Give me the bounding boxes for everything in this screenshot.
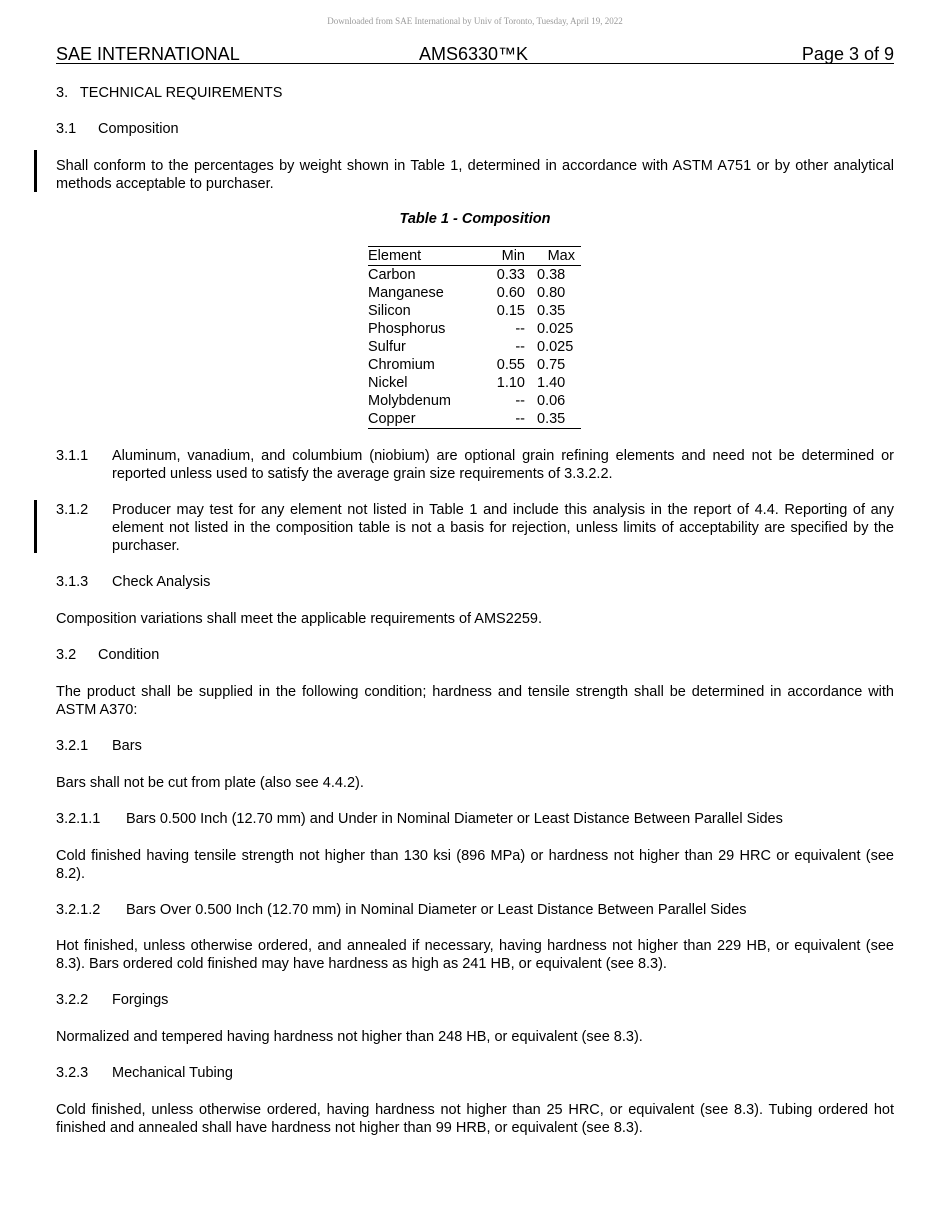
col-header-min: Min [501,248,525,264]
cell-min: 1.10 [496,375,525,391]
table-row [368,302,581,320]
cell-max: 0.35 [537,303,566,319]
table-row [368,410,581,429]
cell-element: Phosphorus [368,321,446,337]
cell-max: 0.06 [537,393,566,409]
section-3-2-2-body: Normalized and tempered having hardness not higher than 248 HB, or equivalent (see 8.3). [56,1029,643,1045]
table-row [368,374,581,392]
table-row [368,266,581,285]
section-3-2-1-1-number: 3.2.1.1 [56,811,101,827]
section-3-2-1-2-title: Bars Over 0.500 Inch (12.70 mm) in Nominal Diameter or Least Distance Between Parallel Sides [126,902,747,918]
section-3-1-3-body: Composition variations shall meet the applicable requirements of AMS2259. [56,611,543,627]
section-3-2-title: Condition [98,647,160,663]
section-3-1-1-number: 3.1.1 [56,448,89,464]
cell-max: 0.38 [537,267,566,283]
table-row [368,356,581,374]
cell-max: 0.025 [537,339,574,355]
cell-min: -- [515,321,525,337]
table-row [368,338,581,356]
cell-element: Manganese [368,285,444,301]
revision-bar [34,500,37,553]
cell-min: 0.33 [496,267,525,283]
cell-element: Sulfur [368,339,406,355]
section-3-1-body: Shall conform to the percentages by weight shown in Table 1, determined in accordance with ASTM A751 or by other analytical methods acceptable to purchaser. [56,158,894,192]
section-3-1-1-body: Aluminum, vanadium, and columbium (niobium) are optional grain refining elements and need not be determined or reported unless used to satisfy the average grain size requirements of 3.3.2.2. [112,448,894,482]
col-header-max: Max [547,248,575,264]
section-3-2-1-title: Bars [112,738,142,754]
cell-max: 0.75 [537,357,566,373]
section-3-1-3-number: 3.1.3 [56,574,89,590]
section-3-2-1-2-body: Hot finished, unless otherwise ordered, and annealed if necessary, having hardness not higher than 229 HB, or equivalent (see 8.3). Bars ordered cold finished may have hardness as high as 241 HB, or equivalent (see 8.3). [56,938,894,972]
section-3-heading: 3. TECHNICAL REQUIREMENTS [56,85,283,101]
section-3-1-title: Composition [98,121,179,137]
cell-min: -- [515,393,525,409]
table-1-title: Table 1 - Composition [399,211,551,227]
cell-element: Chromium [368,357,435,373]
header-doc-id: AMS6330™K [419,44,529,64]
section-3-2-1-2-number: 3.2.1.2 [56,902,101,918]
header-org: SAE INTERNATIONAL [56,44,240,64]
col-header-element: Element [368,248,422,264]
cell-min: 0.15 [496,303,525,319]
cell-min: -- [515,411,525,427]
section-3-2-2-number: 3.2.2 [56,992,89,1008]
cell-max: 0.025 [537,321,574,337]
cell-min: 0.55 [496,357,525,373]
section-3-2-3-body: Cold finished, unless otherwise ordered, having hardness not higher than 25 HRC, or equivalent (see 8.3). Tubing ordered hot finished and annealed shall have hardness not higher than 99 HRB, or equivalent (see 8.3). [56,1102,894,1136]
section-3-2-1-1-body: Cold finished having tensile strength not higher than 130 ksi (896 MPa) or hardness not higher than 29 HRC or equivalent (see 8.2). [56,848,894,882]
table-row [368,320,581,338]
header-page-number: Page 3 of 9 [801,44,894,64]
section-3-1-3-title: Check Analysis [112,574,211,590]
cell-element: Silicon [368,303,411,319]
page-header [56,44,894,64]
section-3-2-1-number: 3.2.1 [56,738,89,754]
section-3-2-3-title: Mechanical Tubing [112,1065,233,1081]
cell-min: 0.60 [496,285,525,301]
cell-element: Nickel [368,375,408,391]
cell-max: 1.40 [537,375,566,391]
revision-bar [34,150,37,192]
section-3-1-2-number: 3.1.2 [56,502,89,518]
section-3-2-3-number: 3.2.3 [56,1065,89,1081]
cell-element: Copper [368,411,416,427]
composition-table [368,246,581,429]
cell-max: 0.35 [537,411,566,427]
table-header-row [368,247,581,266]
table-row [368,284,581,302]
cell-min: -- [515,339,525,355]
table-row [368,392,581,410]
cell-max: 0.80 [537,285,566,301]
section-3-2-body: The product shall be supplied in the following condition; hardness and tensile strength shall be determined in accordance with ASTM A370: [56,684,894,718]
section-3-2-number: 3.2 [56,647,77,663]
section-3-2-1-body: Bars shall not be cut from plate (also see 4.4.2). [56,775,364,791]
section-3-2-2-title: Forgings [112,992,169,1008]
section-3-1-number: 3.1 [56,121,77,137]
section-3-1-2-body: Producer may test for any element not listed in Table 1 and include this analysis in the report of 4.4. Reporting of any element not listed in the composition table is not a basis for rejection, unless limits of acceptability are specified by the purchaser. [112,502,894,554]
cell-element: Carbon [368,267,416,283]
section-3-2-1-1-title: Bars 0.500 Inch (12.70 mm) and Under in Nominal Diameter or Least Distance Between Parallel Sides [126,811,783,827]
download-watermark: Downloaded from SAE International by Univ of Toronto, Tuesday, April 19, 2022 [327,16,623,26]
cell-element: Molybdenum [368,393,452,409]
